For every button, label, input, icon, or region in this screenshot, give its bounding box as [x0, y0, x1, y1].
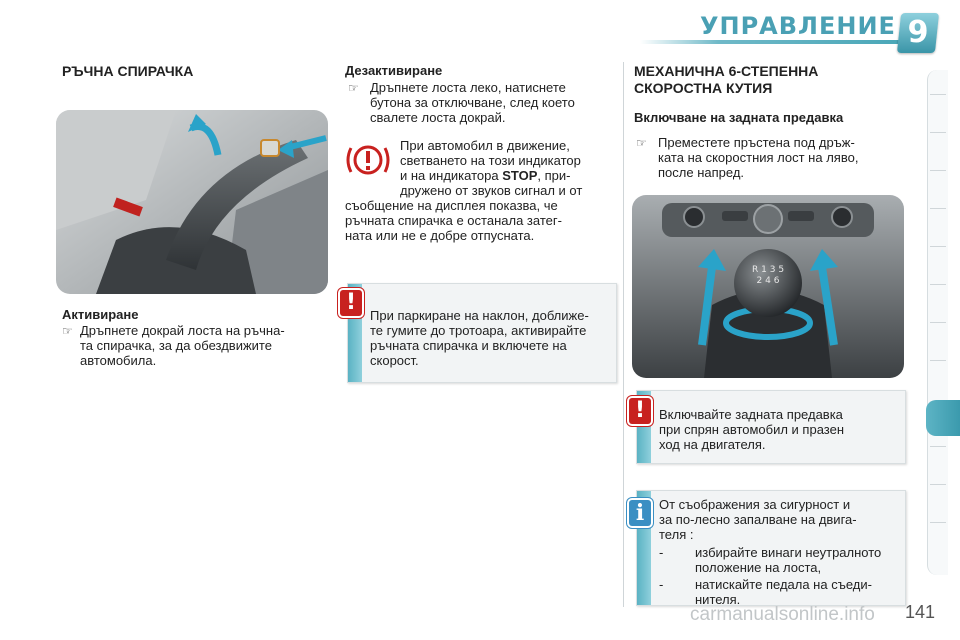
reverse-bullet: ☞: [636, 136, 647, 150]
gear-row-top: [746, 265, 790, 276]
gear-label: 2: [756, 276, 763, 286]
reverse-line: Преместете пръстена под дръж-: [658, 135, 855, 150]
brake-warning-icon: [345, 142, 391, 178]
tab-divider: [930, 132, 946, 133]
gear-label: 4: [765, 276, 771, 286]
stop-info-line: съобщение на дисплея показва, че: [345, 198, 558, 213]
info-dash-text: [695, 545, 899, 575]
page-number: 141: [905, 602, 936, 622]
stop-suffix: , при-: [537, 168, 571, 183]
deactivation-heading: Дезактивиране: [345, 63, 443, 78]
deactivation-line: бутона за отключване, след което: [370, 95, 575, 110]
gearbox-title-line: МЕХАНИЧНА 6-СТЕПЕННА: [634, 63, 819, 79]
stop-info-indented: [400, 138, 615, 198]
stop-info-text: и на индикатора: [400, 168, 499, 183]
info-line: положение на лоста,: [695, 560, 822, 575]
chapter-tabs: [927, 70, 948, 575]
safety-info-text: [659, 497, 897, 542]
activation-line: та спирачка, за да обездвижите: [80, 338, 272, 353]
reverse-line: ката на скоростния лост на ляво,: [658, 150, 859, 165]
gear-label: R: [751, 265, 759, 275]
stop-info-line: При автомобил в движение,: [400, 138, 570, 153]
parking-warning-box: [347, 283, 617, 383]
tab-divider: [930, 446, 946, 447]
deactivation-text: [370, 80, 615, 125]
tab-divider: [930, 208, 946, 209]
activation-text: [80, 323, 330, 368]
info-line: От съображения за сигурност и: [659, 497, 851, 512]
reverse-warning-text: [659, 407, 897, 452]
gearbox-title: [634, 63, 818, 97]
warning-line: ръчната спирачка и включете на: [370, 338, 567, 353]
warning-line: При паркиране на наклон, доближе-: [370, 308, 589, 323]
tab-divider: [930, 522, 946, 523]
activation-line: автомобила.: [80, 353, 157, 368]
deactivation-bullet: ☞: [348, 81, 359, 95]
stop-info-full: [345, 198, 615, 243]
chapter-tab-active[interactable]: [926, 400, 960, 436]
gear-label: 6: [773, 276, 780, 286]
chapter-badge: [897, 13, 939, 53]
safety-info-box: [636, 490, 906, 606]
info-line: за по-лесно запалване на двига-: [659, 512, 857, 527]
warning-line: Включвайте задната предавка: [659, 407, 843, 422]
warning-line: при спрян автомобил и празен: [659, 422, 845, 437]
reverse-line: после напред.: [658, 165, 745, 180]
tab-divider: [930, 484, 946, 485]
handbrake-title: РЪЧНА СПИРАЧКА: [62, 63, 194, 79]
tab-divider: [930, 170, 946, 171]
chapter-number: 9: [907, 15, 929, 50]
info-dash: -: [659, 577, 664, 592]
gearbox-title-line: СКОРОСТНА КУТИЯ: [634, 80, 773, 96]
activation-line: Дръпнете докрай лоста на ръчна-: [80, 323, 285, 338]
parking-warning-text: [370, 308, 608, 368]
stop-info-line: ната или не е добре отпусната.: [345, 228, 535, 243]
column-divider: [623, 62, 624, 607]
gearbox-photo: [632, 195, 904, 378]
tab-divider: [930, 284, 946, 285]
info-dash: -: [659, 545, 664, 560]
tab-divider: [930, 322, 946, 323]
reverse-warning-box: [636, 390, 906, 464]
activation-bullet: ☞: [62, 324, 73, 338]
stop-info-line: ръчната спирачка е останала затег-: [345, 213, 562, 228]
tab-divider: [930, 246, 946, 247]
stop-info-line: дружено от звуков сигнал и от: [400, 183, 583, 198]
gear-label: 1: [761, 265, 767, 275]
info-line: нителя.: [695, 592, 741, 607]
gear-row-bottom: [746, 276, 790, 287]
activation-heading: Активиране: [62, 307, 139, 322]
tab-divider: [930, 94, 946, 95]
info-line: избирайте винаги неутралното: [695, 545, 882, 560]
tab-divider: [930, 360, 946, 361]
gear-label: 3: [769, 265, 776, 275]
info-line: теля :: [659, 527, 694, 542]
warning-line: ход на двигателя.: [659, 437, 766, 452]
warning-icon: !: [629, 398, 651, 424]
stop-info-line: светването на този индикатор: [400, 153, 581, 168]
watermark: carmanualsonline.info: [690, 604, 875, 625]
warning-line: те гумите до тротоара, активирайте: [370, 323, 587, 338]
deactivation-line: Дръпнете лоста леко, натиснете: [370, 80, 566, 95]
reverse-text: [658, 135, 903, 180]
stop-info-line: [400, 168, 615, 183]
stop-label: STOP: [502, 168, 538, 183]
info-icon: i: [629, 500, 651, 526]
gear-pattern: [746, 265, 790, 287]
info-dash-text: [695, 577, 899, 607]
handbrake-photo: [56, 110, 328, 294]
gear-label: 5: [778, 265, 785, 275]
deactivation-line: свалете лоста докрай.: [370, 110, 506, 125]
warning-icon: !: [340, 290, 362, 316]
warning-line: скорост.: [370, 353, 419, 368]
info-line: натискайте педала на съеди-: [695, 577, 872, 592]
header-bar: [640, 40, 900, 44]
reverse-heading: Включване на задната предавка: [634, 110, 844, 125]
chapter-title: УПРАВЛЕНИЕ: [700, 12, 896, 40]
